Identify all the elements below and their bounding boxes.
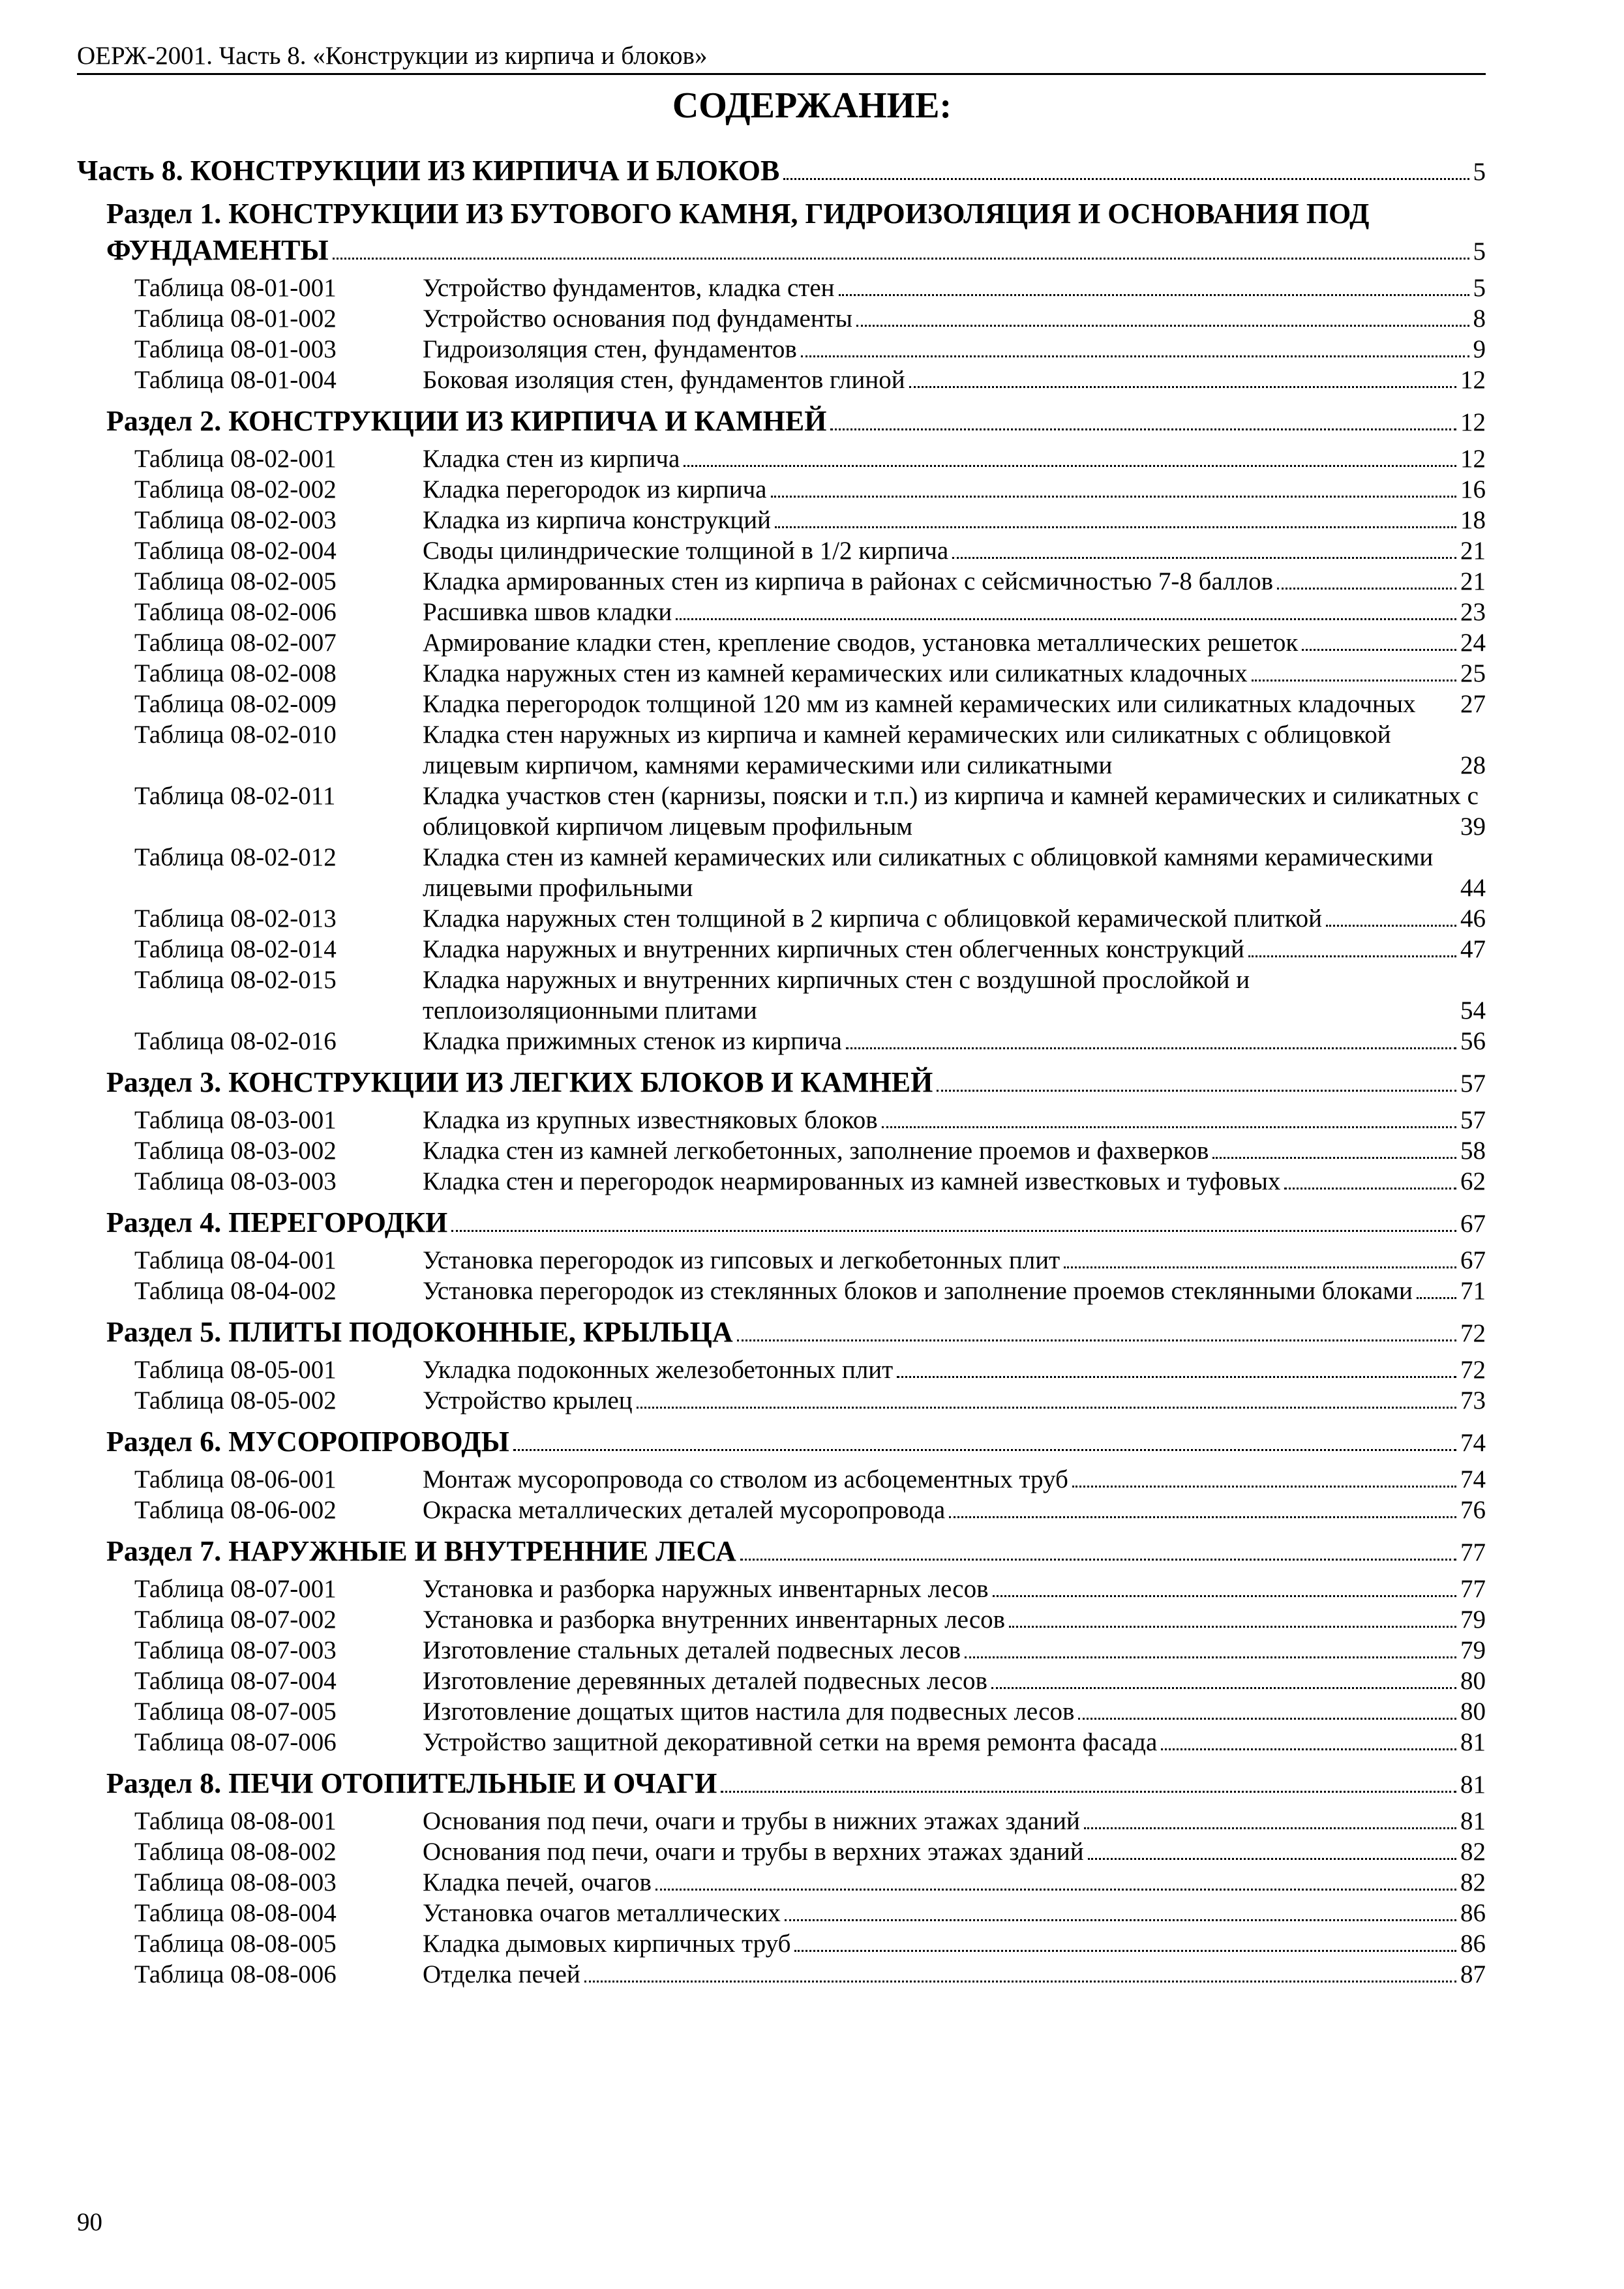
table-entry-body [423, 535, 1486, 566]
table-page-number: 57 [1460, 1106, 1486, 1134]
dot-leader [737, 1339, 1456, 1341]
toc-table-entry[interactable] [77, 334, 1486, 365]
table-page-number: 76 [1460, 1496, 1486, 1524]
table-page-number: 82 [1460, 1838, 1486, 1866]
table-entry-body [423, 842, 1486, 903]
dot-leader [1212, 1157, 1456, 1159]
table-entry-body [423, 566, 1486, 597]
table-code: Таблица 08-02-010 [134, 721, 337, 749]
table-page-number: 27 [1460, 690, 1486, 718]
section-label: Раздел 7. НАРУЖНЫЕ И ВНУТРЕННИЕ ЛЕСА [106, 1535, 736, 1567]
dot-leader [637, 1407, 1456, 1409]
toc-table-entry[interactable] [77, 303, 1486, 334]
table-title: Укладка подоконных железобетонных плит [423, 1356, 894, 1384]
table-entry-body [423, 689, 1486, 719]
table-page-number: 18 [1460, 506, 1486, 534]
table-entry-body [423, 1604, 1486, 1635]
table-page-number: 54 [1460, 996, 1486, 1025]
dot-leader [740, 1559, 1456, 1561]
table-page-number: 86 [1460, 1930, 1486, 1958]
toc-table-entry[interactable] [77, 1666, 1486, 1696]
table-list [77, 270, 1486, 395]
table-entry-body [423, 781, 1486, 842]
table-entry-body [423, 1574, 1486, 1604]
table-entry-body [423, 627, 1486, 658]
toc-table-entry[interactable] [77, 934, 1486, 965]
table-title: Гидроизоляция стен, фундаментов [423, 335, 797, 363]
table-title: Кладка из крупных известняковых блоков [423, 1106, 878, 1134]
dot-leader [1078, 1718, 1456, 1720]
table-title: Основания под печи, очаги и трубы в нижних этажах зданий [423, 1807, 1080, 1835]
table-title: Кладка армированных стен из кирпича в районах с сейсмичностью 7-8 баллов [423, 567, 1273, 595]
table-entry-body [423, 1867, 1486, 1898]
table-code: Таблица 08-04-002 [134, 1277, 337, 1305]
table-page-number: 24 [1460, 629, 1486, 657]
toc-section-entry[interactable] [77, 232, 1486, 270]
toc-table-entry[interactable] [77, 1354, 1486, 1385]
table-code: Таблица 08-02-007 [134, 629, 337, 657]
toc-table-entry[interactable] [77, 1166, 1486, 1197]
table-code: Таблица 08-02-016 [134, 1027, 337, 1055]
table-code: Таблица 08-02-008 [134, 659, 337, 687]
section-page-number: 5 [1473, 237, 1486, 265]
table-entry-body [423, 1696, 1486, 1727]
table-entry-body [423, 1276, 1486, 1306]
table-entry-body [423, 1026, 1486, 1056]
table-entry-body [423, 597, 1486, 627]
dot-leader [1009, 1626, 1456, 1628]
table-entry-body [423, 903, 1486, 934]
table-title: Изготовление дощатых щитов настила для подвесных лесов [423, 1698, 1075, 1726]
table-code: Таблица 08-07-002 [134, 1606, 337, 1634]
table-page-number: 5 [1473, 274, 1486, 302]
dot-leader [1284, 1188, 1456, 1189]
table-title: Кладка стен из кирпича [423, 445, 680, 473]
table-page-number: 12 [1460, 366, 1486, 394]
dot-leader [1417, 1297, 1456, 1299]
table-entry-body [423, 1166, 1486, 1197]
part-page-number: 5 [1473, 158, 1486, 186]
toc-table-entry[interactable] [77, 1806, 1486, 1836]
table-entry-body [423, 1928, 1486, 1959]
toc-table-entry[interactable] [77, 689, 1486, 719]
table-list [77, 1803, 1486, 1990]
table-entry-body [423, 1105, 1486, 1135]
dot-leader [655, 1889, 1456, 1891]
dot-leader [856, 325, 1469, 327]
dot-leader [584, 1981, 1456, 1982]
table-code: Таблица 08-06-002 [134, 1496, 337, 1524]
table-list [77, 1571, 1486, 1758]
dot-leader [1277, 588, 1456, 590]
table-code: Таблица 08-01-002 [134, 305, 337, 333]
table-entry-body [423, 719, 1486, 781]
table-page-number: 47 [1460, 935, 1486, 963]
dot-leader [451, 1230, 1456, 1232]
table-title: Кладка перегородок толщиной 120 мм из камней керамических или силикатных кладочных [423, 690, 1416, 718]
toc-table-entry[interactable] [77, 903, 1486, 934]
table-page-number: 74 [1460, 1465, 1486, 1493]
table-page-number: 86 [1460, 1899, 1486, 1927]
table-title: Окраска металлических деталей мусоропровода [423, 1496, 946, 1524]
page-number: 90 [77, 2208, 102, 2236]
table-entry-body [423, 1666, 1486, 1696]
toc-section-entry[interactable] [77, 1064, 1486, 1102]
dot-leader [949, 1516, 1456, 1518]
table-page-number: 81 [1460, 1728, 1486, 1756]
table-page-number: 67 [1460, 1246, 1486, 1274]
dot-leader [801, 355, 1469, 357]
table-code: Таблица 08-03-001 [134, 1106, 337, 1134]
table-code: Таблица 08-08-005 [134, 1930, 337, 1958]
table-title: Изготовление деревянных деталей подвесных лесов [423, 1667, 987, 1695]
part-label: Часть 8. КОНСТРУКЦИИ ИЗ КИРПИЧА И БЛОКОВ [77, 155, 780, 187]
dot-leader [993, 1595, 1456, 1597]
table-title: Установка перегородок из гипсовых и легкобетонных плит [423, 1246, 1060, 1274]
dot-leader [333, 258, 1469, 260]
table-title: Монтаж мусоропровода со стволом из асбоцементных труб [423, 1465, 1068, 1493]
table-title: Изготовление стальных деталей подвесных лесов [423, 1636, 961, 1664]
table-code: Таблица 08-08-003 [134, 1868, 337, 1896]
dot-leader [937, 1090, 1456, 1092]
table-title: Кладка перегородок из кирпича [423, 475, 767, 503]
table-page-number: 80 [1460, 1667, 1486, 1695]
table-page-number: 62 [1460, 1167, 1486, 1195]
table-entry-body [423, 443, 1486, 474]
table-code: Таблица 08-02-011 [134, 782, 336, 810]
table-title: Устройство защитной декоративной сетки на время ремонта фасада [423, 1728, 1158, 1756]
table-code: Таблица 08-08-006 [134, 1960, 337, 1988]
table-code: Таблица 08-02-014 [134, 935, 337, 963]
dot-leader [991, 1687, 1456, 1689]
toc-table-entry[interactable] [77, 719, 1486, 781]
table-title: Устройство крылец [423, 1386, 633, 1414]
table-code: Таблица 08-01-001 [134, 274, 337, 302]
table-entry-body [423, 1245, 1486, 1276]
toc-table-entry[interactable] [77, 1604, 1486, 1635]
table-title: Устройство фундаментов, кладка стен [423, 274, 835, 302]
table-page-number: 9 [1473, 335, 1486, 363]
table-title: Кладка печей, очагов [423, 1868, 652, 1896]
dot-leader [785, 1919, 1456, 1921]
table-of-contents [77, 154, 1486, 1997]
section-label: Раздел 8. ПЕЧИ ОТОПИТЕЛЬНЫЕ И ОЧАГИ [106, 1767, 717, 1799]
table-title: Расшивка швов кладки [423, 598, 672, 626]
toc-table-entry[interactable] [77, 1959, 1486, 1990]
table-page-number: 56 [1460, 1027, 1486, 1055]
table-title: Кладка дымовых кирпичных труб [423, 1930, 791, 1958]
table-page-number: 77 [1460, 1575, 1486, 1603]
toc-table-entry[interactable] [77, 658, 1486, 689]
table-page-number: 79 [1460, 1636, 1486, 1664]
table-page-number: 23 [1460, 598, 1486, 626]
table-entry-body [423, 334, 1486, 365]
table-code: Таблица 08-05-001 [134, 1356, 337, 1384]
dot-leader [1248, 955, 1456, 957]
table-title: Установка и разборка наружных инвентарных лесов [423, 1575, 989, 1603]
table-title: Кладка наружных стен из камней керамических или силикатных кладочных [423, 659, 1248, 687]
table-title: Основания под печи, очаги и трубы в верхних этажах зданий [423, 1838, 1084, 1866]
table-page-number: 25 [1460, 659, 1486, 687]
dot-leader [1302, 649, 1456, 651]
table-code: Таблица 08-08-002 [134, 1838, 337, 1866]
table-code: Таблица 08-07-004 [134, 1667, 337, 1695]
section-page-number: 77 [1460, 1538, 1486, 1566]
table-code: Таблица 08-07-001 [134, 1575, 337, 1603]
table-page-number: 28 [1460, 751, 1486, 779]
dot-leader [909, 386, 1456, 388]
table-entry-body [423, 1495, 1486, 1525]
toc-table-entry[interactable] [77, 1867, 1486, 1898]
toc-table-entry[interactable] [77, 1928, 1486, 1959]
toc-table-entry[interactable] [77, 1276, 1486, 1306]
toc-table-entry[interactable] [77, 535, 1486, 566]
table-code: Таблица 08-02-009 [134, 690, 337, 718]
table-page-number: 12 [1460, 445, 1486, 473]
toc-table-entry[interactable] [77, 597, 1486, 627]
table-entry-body [423, 1727, 1486, 1758]
toc-table-entry[interactable] [77, 1245, 1486, 1276]
table-code: Таблица 08-02-005 [134, 567, 337, 595]
table-page-number: 87 [1460, 1960, 1486, 1988]
dot-leader [1161, 1748, 1456, 1750]
section-label: Раздел 5. ПЛИТЫ ПОДОКОННЫЕ, КРЫЛЬЦА [106, 1316, 733, 1348]
dot-leader [1088, 1858, 1456, 1860]
table-code: Таблица 08-08-001 [134, 1807, 337, 1835]
table-code: Таблица 08-07-005 [134, 1698, 337, 1726]
table-entry-body [423, 658, 1486, 689]
toc-title: СОДЕРЖАНИЕ: [672, 85, 952, 126]
table-title: Кладка прижимных стенок из кирпича [423, 1027, 842, 1055]
table-page-number: 39 [1460, 813, 1486, 841]
table-code: Таблица 08-07-006 [134, 1728, 337, 1756]
dot-leader [794, 1950, 1456, 1952]
dot-leader [513, 1449, 1456, 1451]
dot-leader [721, 1791, 1456, 1793]
table-list [77, 441, 1486, 1056]
toc-table-entry[interactable] [77, 566, 1486, 597]
toc-section-entry[interactable] [77, 1424, 1486, 1461]
table-entry-body [423, 1806, 1486, 1836]
table-entry-body [423, 1385, 1486, 1416]
table-entry-body [423, 934, 1486, 965]
toc-table-entry[interactable] [77, 1635, 1486, 1666]
table-code: Таблица 08-02-003 [134, 506, 337, 534]
toc-table-entry[interactable] [77, 1727, 1486, 1758]
dot-leader [839, 294, 1469, 296]
table-code: Таблица 08-01-003 [134, 335, 337, 363]
table-page-number: 46 [1460, 905, 1486, 933]
toc-table-entry[interactable] [77, 505, 1486, 535]
table-title: Кладка стен наружных из кирпича и камней керамических или силикатных с облицовкой лицевым кирпичом, камнями керамическими или силикатными [423, 721, 1391, 779]
table-title: Кладка наружных и внутренних кирпичных стен облегченных конструкций [423, 935, 1244, 963]
table-page-number: 82 [1460, 1868, 1486, 1896]
dot-leader [882, 1126, 1456, 1128]
table-page-number: 80 [1460, 1698, 1486, 1726]
dot-leader [965, 1656, 1456, 1658]
table-title: Установка перегородок из стеклянных блоков и заполнение проемов стеклянными блоками [423, 1277, 1413, 1305]
table-entry-body [423, 1464, 1486, 1495]
toc-table-entry[interactable] [77, 365, 1486, 395]
toc-section-entry[interactable] [77, 1204, 1486, 1242]
header-rule [77, 73, 1486, 75]
dot-leader [897, 1376, 1456, 1378]
toc-table-entry[interactable] [77, 1135, 1486, 1166]
table-title: Боковая изоляция стен, фундаментов глиной [423, 366, 905, 394]
toc-table-entry[interactable] [77, 474, 1486, 505]
toc-part-entry[interactable] [77, 154, 1486, 196]
table-entry-body [423, 965, 1486, 1026]
table-code: Таблица 08-02-004 [134, 537, 337, 565]
section-label: Раздел 3. КОНСТРУКЦИИ ИЗ ЛЕГКИХ БЛОКОВ И КАМНЕЙ [106, 1066, 933, 1098]
table-code: Таблица 08-07-003 [134, 1636, 337, 1664]
section-page-number: 67 [1460, 1210, 1486, 1238]
table-title: Кладка наружных стен толщиной в 2 кирпича с облицовкой керамической плиткой [423, 905, 1322, 933]
section-list [77, 196, 1486, 1990]
table-title: Кладка из кирпича конструкций [423, 506, 772, 534]
toc-section-entry[interactable] [77, 403, 1486, 441]
toc-table-entry[interactable] [77, 1836, 1486, 1867]
running-header: ОЕРЖ-2001. Часть 8. «Конструкции из кирпича и блоков» [77, 42, 708, 70]
table-title: Отделка печей [423, 1960, 580, 1988]
table-code: Таблица 08-03-003 [134, 1167, 337, 1195]
table-code: Таблица 08-06-001 [134, 1465, 337, 1493]
table-list [77, 1242, 1486, 1306]
dot-leader [775, 526, 1456, 528]
toc-table-entry[interactable] [77, 1898, 1486, 1928]
dot-leader [1072, 1486, 1456, 1488]
table-entry-body [423, 1135, 1486, 1166]
dot-leader [1064, 1266, 1456, 1268]
toc-table-entry[interactable] [77, 1105, 1486, 1135]
toc-table-entry[interactable] [77, 781, 1486, 842]
table-code: Таблица 08-03-002 [134, 1137, 337, 1165]
section-page-number: 74 [1460, 1429, 1486, 1457]
table-page-number: 21 [1460, 537, 1486, 565]
toc-table-entry[interactable] [77, 1696, 1486, 1727]
section-page-number: 81 [1460, 1771, 1486, 1799]
toc-section-entry[interactable] [77, 1314, 1486, 1352]
toc-table-entry[interactable] [77, 443, 1486, 474]
table-code: Таблица 08-02-015 [134, 966, 337, 994]
table-code: Таблица 08-02-002 [134, 475, 337, 503]
toc-table-entry[interactable] [77, 1385, 1486, 1416]
table-page-number: 72 [1460, 1356, 1486, 1384]
section-page-number: 57 [1460, 1070, 1486, 1098]
table-title: Кладка стен из камней легкобетонных, заполнение проемов и фахверков [423, 1137, 1209, 1165]
table-title: Кладка стен и перегородок неармированных из камней известковых и туфовых [423, 1167, 1281, 1195]
dot-leader [846, 1047, 1456, 1049]
dot-leader [684, 465, 1456, 467]
table-entry-body [423, 474, 1486, 505]
table-code: Таблица 08-02-012 [134, 843, 337, 871]
table-page-number: 21 [1460, 567, 1486, 595]
dot-leader [1326, 925, 1456, 927]
dot-leader [830, 428, 1456, 430]
table-title: Кладка стен из камней керамических или силикатных с облицовкой камнями керамическими лицевыми профильными [423, 843, 1434, 902]
toc-table-entry[interactable] [77, 1026, 1486, 1056]
toc-section-entry[interactable] [77, 1533, 1486, 1571]
section-title-line: Раздел 1. КОНСТРУКЦИИ ИЗ БУТОВОГО КАМНЯ, ГИДРОИЗОЛЯЦИЯ И ОСНОВАНИЯ ПОД [106, 198, 1370, 230]
table-page-number: 71 [1460, 1277, 1486, 1305]
table-code: Таблица 08-02-006 [134, 598, 337, 626]
table-code: Таблица 08-05-002 [134, 1386, 337, 1414]
table-code: Таблица 08-02-001 [134, 445, 337, 473]
toc-section-entry[interactable] [77, 1765, 1486, 1803]
table-entry-body [423, 1635, 1486, 1666]
table-code: Таблица 08-01-004 [134, 366, 337, 394]
table-list [77, 1352, 1486, 1416]
table-title: Установка и разборка внутренних инвентарных лесов [423, 1606, 1006, 1634]
table-title: Кладка участков стен (карнизы, пояски и т.п.) из кирпича и камней керамических и силикатных с облицовкой кирпичом лицевым профильным [423, 782, 1479, 841]
section-label: Раздел 4. ПЕРЕГОРОДКИ [106, 1206, 448, 1238]
dot-leader [783, 178, 1469, 180]
section-label: Раздел 6. МУСОРОПРОВОДЫ [106, 1426, 509, 1458]
dot-leader [1084, 1827, 1456, 1829]
table-entry-body [423, 1898, 1486, 1928]
toc-table-entry[interactable] [77, 1495, 1486, 1525]
table-entry-body [423, 273, 1486, 303]
toc-table-entry[interactable] [77, 627, 1486, 658]
table-title: Установка очагов металлических [423, 1899, 781, 1927]
table-list [77, 1102, 1486, 1197]
table-title: Армирование кладки стен, крепление сводов, установка металлических решеток [423, 629, 1299, 657]
dot-leader [952, 557, 1456, 559]
toc-table-entry[interactable] [77, 842, 1486, 903]
table-entry-body [423, 1354, 1486, 1385]
section-page-number: 12 [1460, 408, 1486, 436]
table-page-number: 58 [1460, 1137, 1486, 1165]
table-page-number: 16 [1460, 475, 1486, 503]
table-page-number: 73 [1460, 1386, 1486, 1414]
table-entry-body [423, 365, 1486, 395]
table-page-number: 8 [1473, 305, 1486, 333]
section-page-number: 72 [1460, 1319, 1486, 1347]
toc-table-entry[interactable] [77, 965, 1486, 1026]
table-entry-body [423, 1836, 1486, 1867]
table-entry-body [423, 303, 1486, 334]
toc-table-entry[interactable] [77, 273, 1486, 303]
dot-leader [676, 618, 1456, 620]
table-code: Таблица 08-02-013 [134, 905, 337, 933]
table-title: Устройство основания под фундаменты [423, 305, 852, 333]
table-code: Таблица 08-08-004 [134, 1899, 337, 1927]
table-page-number: 81 [1460, 1807, 1486, 1835]
table-title: Кладка наружных и внутренних кирпичных стен с воздушной прослойкой и теплоизоляционными плитами [423, 966, 1250, 1025]
table-title: Своды цилиндрические толщиной в 1/2 кирпича [423, 537, 949, 565]
table-list [77, 1461, 1486, 1525]
table-entry-body [423, 505, 1486, 535]
section-label: Раздел 2. КОНСТРУКЦИИ ИЗ КИРПИЧА И КАМНЕЙ [106, 405, 827, 437]
toc-table-entry[interactable] [77, 1464, 1486, 1495]
toc-table-entry[interactable] [77, 1574, 1486, 1604]
table-entry-body [423, 1959, 1486, 1990]
table-page-number: 79 [1460, 1606, 1486, 1634]
section-label: ФУНДАМЕНТЫ [106, 234, 329, 266]
table-page-number: 44 [1460, 874, 1486, 902]
dot-leader [771, 496, 1457, 498]
table-code: Таблица 08-04-001 [134, 1246, 337, 1274]
dot-leader [1252, 680, 1456, 681]
